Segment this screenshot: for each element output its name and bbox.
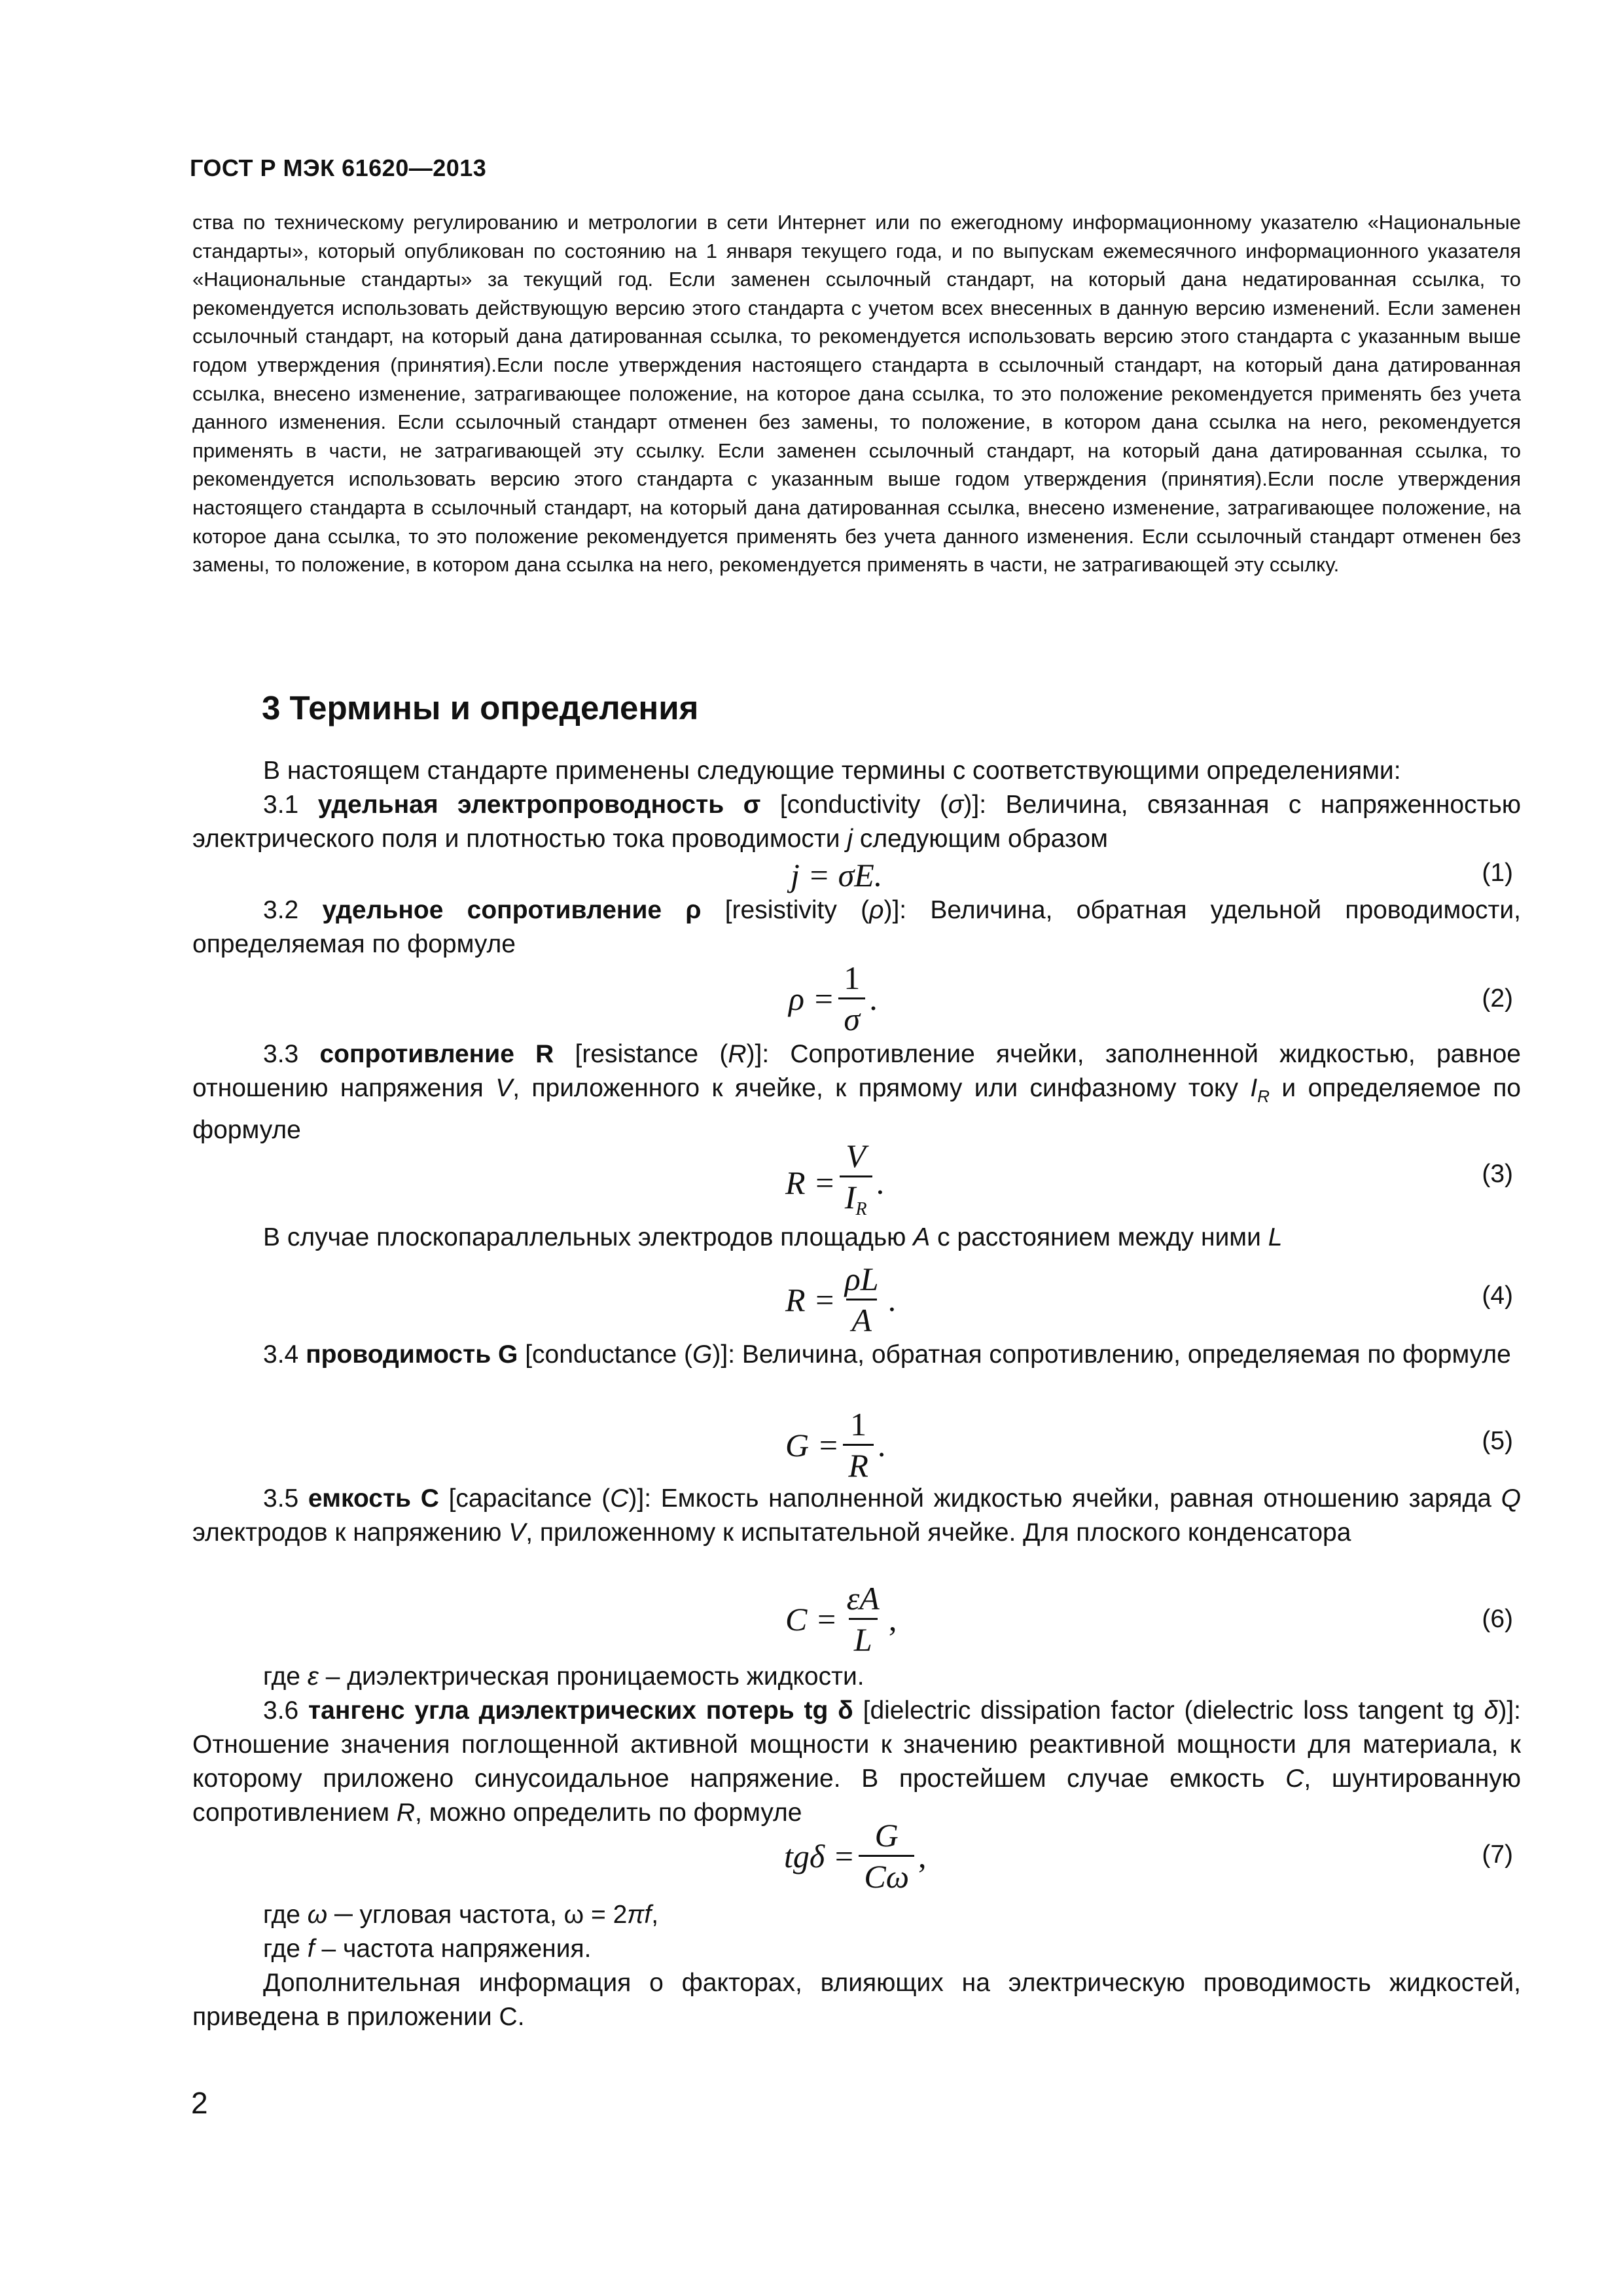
denominator: L [849,1618,878,1658]
term-text: )]: Величина, обратная удельной проводимости, определяемая по формуле [192,896,1521,958]
term-text: )]: Отношение значения поглощенной активной мощности к значению реактивной мощности для материала, к которому приложено синусоидальное напряжение. В простейшем случае емкость [192,1696,1521,1793]
term-block-3-5 [192,1482,1521,1550]
denominator [840,1175,872,1228]
where-epsilon [192,1660,1521,1694]
formula-6 [785,1580,897,1658]
formula-4 [785,1261,896,1338]
fraction [843,1406,874,1484]
plane-electrodes-text [192,1221,1521,1255]
term-symbol: R [728,1040,747,1068]
term-symbol: V [495,1074,513,1102]
term-3-2 [192,893,1521,961]
denominator: Cω [859,1855,914,1895]
plane-symbol: A [913,1223,931,1251]
where-text: – диэлектрическая проницаемость жидкости. [318,1662,865,1691]
term-symbol: R [396,1799,416,1827]
denominator-subscript: R [855,1199,867,1219]
section-lead: В настоящем стандарте применены следующие термины с соответствующими определениями: [263,757,1401,785]
formula-number-7: (7) [1482,1840,1513,1869]
formula-5 [785,1406,885,1484]
term-block-3-3 [192,1037,1521,1147]
formula-7 [784,1817,927,1895]
formula-lhs: R = [785,1281,836,1318]
term-text: , можно определить по формуле [415,1799,802,1827]
intro-paragraph: ства по техническому регулированию и метрологии в сети Интернет или по ежегодному информационному указателю «Национальные стандарты», который опубликован по состоянию на 1 января текущего года, и по выпускам ежемесячного информационного указателя «Национальные стандарты» за текущий год. Если заменен ссылочный стандарт, на который дана недатированная ссылка, то рекомендуется использовать действующую версию этого стандарта с учетом всех внесенных в данную версию изменений. Если заменен ссылочный стандарт, на который дана датированная ссылка, то рекомендуется использовать версию этого стандарта с указанным выше годом утверждения (принятия).Если после утверждения настоящего стандарта в ссылочный стандарт, на который дана датированная ссылка, внесено изменение, затрагивающее положение, на которое дана ссылка, то это положение рекомендуется применять без учета данного изменения. Если ссылочный стандарт отменен без замены, то положение, в котором дана ссылка на него, рекомендуется применять в части, не затрагивающей эту ссылку. Если заменен ссылочный стандарт, на который дана датированная ссылка, то рекомендуется использовать версию этого стандарта с указанным выше годом утверждения (принятия).Если после утверждения настоящего стандарта в ссылочный стандарт, на который дана датированная ссылка, внесено изменение, затрагивающее положение, на которое дана ссылка, то это положение рекомендуется применять без учета данного изменения. Если ссылочный стандарт отменен без замены, то положение, в котором дана ссылка на него, рекомендуется применять в части, не затрагивающей эту ссылку. [192,211,1521,577]
term-3-3 [192,1037,1521,1147]
formula-lhs: ρ = [789,980,835,1017]
where-text: – частота напряжения. [314,1935,592,1963]
fraction [840,1138,872,1228]
numerator: 1 [850,1406,867,1443]
term-text: [conductance ( [518,1340,693,1369]
formula-text: j = σE. [791,857,883,893]
where-symbol: ε [307,1662,319,1691]
term-symbol: I [1250,1074,1258,1102]
term-text: следующим образом [853,825,1108,853]
term-text: [conductivity ( [760,791,948,819]
term-subscript: R [1257,1086,1270,1106]
closing-block [192,1898,1521,2034]
term-text: )]: Емкость наполненной жидкостью ячейки, равная отношению заряда [628,1484,1501,1513]
formula-number-5: (5) [1482,1427,1513,1455]
plane-symbol: L [1268,1223,1283,1251]
numerator: 1 [844,960,861,996]
where-symbol: ω [307,1901,328,1929]
denominator: A [846,1299,877,1338]
term-symbol: C [610,1484,629,1513]
term-text: электродов к напряжению [192,1518,509,1547]
plane-electrodes-line [192,1221,1521,1255]
term-text: )]: Сопротивление ячейки, заполненной жидкостью, равное отношению напряжения [192,1040,1521,1102]
fraction [842,1580,885,1658]
plane-text: с расстоянием между ними [930,1223,1268,1251]
closing-paragraph: Дополнительная информация о факторах, влияющих на электрическую проводимость жидкостей, приведена в приложении С. [192,1969,1521,2031]
where-text: , [651,1901,659,1929]
term-symbol: δ [1484,1696,1499,1725]
fraction [859,1817,914,1895]
term-name: удельное сопротивление ρ [322,896,702,924]
term-name: удельная электропроводность σ [317,791,761,819]
document-header: ГОСТ Р МЭК 61620—2013 [190,154,487,181]
numerator: εA [846,1580,880,1617]
formula-2 [789,960,878,1037]
numerator: V [846,1138,866,1174]
term-symbol: G [692,1340,713,1369]
denominator-symbol: I [844,1179,856,1215]
term-number: 3.4 [263,1340,299,1369]
where-symbol: πf [627,1901,652,1929]
term-number: 3.2 [263,896,299,924]
term-3-6 [192,1694,1521,1830]
term-symbol: σ [948,791,964,819]
term-block-3-1 [192,754,1521,856]
term-text: , приложенного к ячейке, к прямому или синфазному току [512,1074,1251,1102]
formula-tail: . [869,980,878,1017]
formula-tail: , [888,1600,897,1638]
term-number: 3.6 [263,1696,299,1725]
formula-tail: , [918,1837,927,1874]
formula-1 [791,856,882,894]
where-text: ─ угловая частота, ω = 2 [327,1901,628,1929]
term-text: )]: Величина, обратная сопротивлению, определяемая по формуле [712,1340,1511,1369]
formula-lhs: R = [785,1164,836,1201]
term-symbol: V [508,1518,526,1547]
term-block-3-4 [192,1338,1521,1372]
formula-number-4: (4) [1482,1282,1513,1310]
numerator: G [874,1817,899,1854]
term-text: [resistance ( [554,1040,728,1068]
where-f [192,1932,1521,1966]
term-3-5 [192,1482,1521,1550]
term-text: и определяемое по формуле [192,1074,1521,1144]
where-text: где [263,1662,308,1691]
term-block-3-2 [192,893,1521,961]
term-text: , шунтированную сопротивлением [192,1765,1521,1827]
formula-3 [785,1138,884,1228]
term-3-1 [192,788,1521,856]
fraction [838,960,865,1037]
denominator: σ [838,997,865,1037]
term-text: , приложенному к испытательной ячейке. Для плоского конденсатора [526,1518,1351,1547]
term-symbol: j [847,825,853,853]
term-name: емкость C [308,1484,439,1513]
section-title: 3 Термины и определения [262,689,699,726]
term-number: 3.1 [263,791,299,819]
formula-tail: . [877,1426,886,1463]
formula-lhs: tgδ = [784,1837,855,1874]
where-text: где [263,1901,308,1929]
term-3-4 [192,1338,1521,1372]
term-text: [resistivity ( [701,896,870,924]
formula-lhs: C = [785,1600,838,1638]
formula-lhs: G = [785,1426,840,1463]
term-symbol: Q [1501,1484,1522,1513]
page-number: 2 [191,2086,208,2120]
formula-number-1: (1) [1482,859,1513,887]
term-name: тангенс угла диэлектрических потерь tg δ [308,1696,853,1725]
formula-tail: . [876,1164,885,1201]
term-name: сопротивление R [319,1040,554,1068]
plane-text: В случае плоскопараллельных электродов площадью [263,1223,914,1251]
term-text: [capacitance ( [438,1484,611,1513]
formula-number-2: (2) [1482,984,1513,1013]
formula-number-6: (6) [1482,1605,1513,1633]
where-omega [192,1898,1521,1932]
term-symbol: C [1285,1765,1304,1793]
denominator: R [843,1444,874,1484]
term-number: 3.5 [263,1484,299,1513]
fraction [840,1261,884,1338]
term-name: проводимость G [306,1340,518,1369]
term-text: )]: Величина, связанная с напряженностью электрического поля и плотностью тока проводимости [192,791,1522,853]
term-number: 3.3 [263,1040,299,1068]
term-text: [dielectric dissipation factor (dielectric loss tangent tg [853,1696,1484,1725]
formula-number-3: (3) [1482,1160,1513,1188]
where-symbol: f [307,1935,315,1963]
formula-tail: . [887,1281,897,1318]
numerator: ρL [844,1261,879,1297]
where-text: где [263,1935,308,1963]
term-symbol: ρ [869,896,884,924]
term-block-3-6 [192,1660,1521,1830]
